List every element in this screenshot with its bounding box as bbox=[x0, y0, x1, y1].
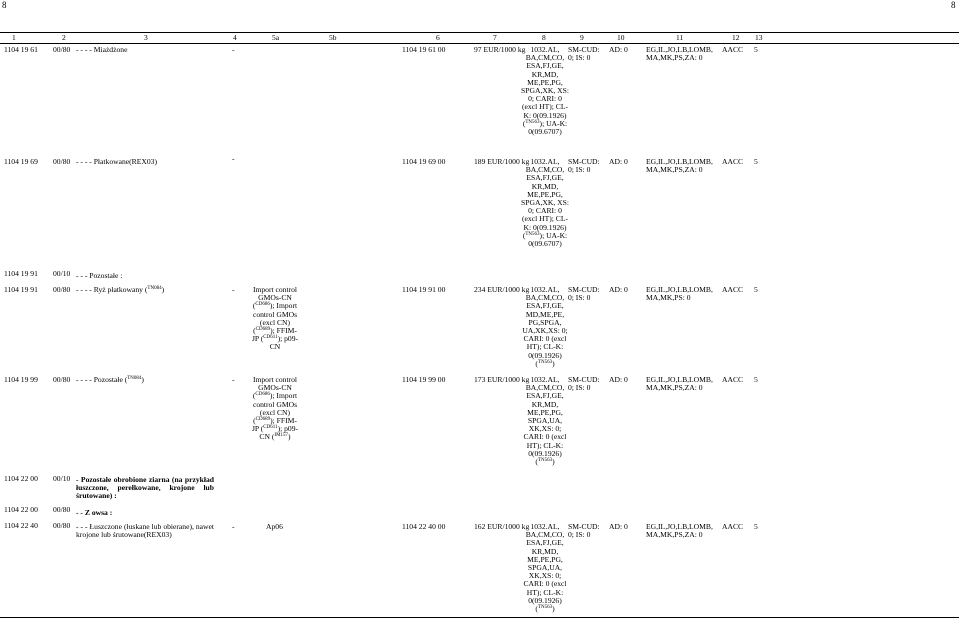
description: - - - Pozostałe : bbox=[76, 271, 123, 280]
col12-value: AACC bbox=[722, 45, 744, 54]
header-col-5a: 5a bbox=[272, 33, 280, 42]
col9-value: SM-CUD: 0; IS: 0 bbox=[568, 157, 600, 175]
header-col-7: 7 bbox=[493, 33, 497, 42]
measures: Import control GMOs-CN ($^{CD686}$); Import control GMOs (excl CN) ($^{CD689}$); FFIM-JP ($^{CD611}$); p09-CN bbox=[251, 285, 299, 352]
col10-value: AD: 0 bbox=[609, 285, 628, 294]
cn-code: 1104 19 91 bbox=[4, 285, 38, 294]
header-col-2: 2 bbox=[62, 33, 66, 42]
preferential-duty: 1032.AL, BA,CM,CO, ESA,FJ,GE, KR,MD, ME,PE,PG, SPGA,UA, XK,XS: 0; CARI: 0 (excl HT); CL-K: 0(09.1926) ($^{TN563}$) bbox=[523, 375, 567, 467]
col11-value: EG,IL,JO,LB,LOMB, MA,MK,PS,ZA: 0 bbox=[646, 375, 713, 393]
description: - - Z owsa : bbox=[76, 508, 113, 517]
header-col-6: 6 bbox=[436, 33, 440, 42]
cn-code: 1104 22 00 bbox=[4, 474, 38, 483]
col13-value: 5 bbox=[754, 375, 758, 384]
description: - - - - Miażdżone bbox=[76, 45, 128, 54]
col13-value: 5 bbox=[754, 522, 758, 531]
col13-value: 5 bbox=[754, 45, 758, 54]
taric-code: 1104 19 91 00 bbox=[402, 285, 446, 294]
cn-code: 1104 19 69 bbox=[4, 157, 38, 166]
measures: Ap06 bbox=[266, 522, 283, 531]
col9-value: SM-CUD: 0; IS: 0 bbox=[568, 522, 600, 540]
col4-value: - bbox=[232, 45, 235, 54]
preferential-duty: 1032.AL, BA,CM,CO, ESA,FJ,GE, MD,ME,PE, PG,SPGA, UA,XK,XS: 0; CARI: 0 (excl HT); CL-K: 0(09.1926) ($^{TN563}$) bbox=[522, 285, 568, 368]
col9-value: SM-CUD: 0; IS: 0 bbox=[568, 45, 600, 63]
col4-value: - bbox=[232, 375, 235, 384]
duty-rate: 97 EUR/1000 kg bbox=[474, 45, 526, 54]
description: - - - Łuszczone (łuskane lub obierane), nawet krojone lub śrutowane(REX03) bbox=[76, 522, 214, 540]
description: - - - - Ryż płatkowany ($^{TN084}$) bbox=[76, 285, 165, 294]
col4-value: - bbox=[232, 154, 235, 163]
col4-value: - bbox=[232, 522, 235, 531]
col10-value: AD: 0 bbox=[609, 45, 628, 54]
col12-value: AACC bbox=[722, 522, 744, 531]
header-col-13: 13 bbox=[755, 33, 763, 42]
header-col-5b: 5b bbox=[329, 33, 337, 42]
cn-code: 1104 19 91 bbox=[4, 269, 38, 278]
header-col-11: 11 bbox=[676, 33, 684, 42]
page-number-right: 8 bbox=[951, 0, 956, 10]
suffix: 00/80 bbox=[53, 505, 71, 514]
col9-value: SM-CUD: 0; IS: 0 bbox=[568, 375, 600, 393]
description: - Pozostałe obrobione ziarna (na przykład łuszczone, perełkowane, krojone lub śrutowane) : bbox=[76, 475, 214, 501]
col11-value: EG,IL,JO,LB,LOMB, MA,MK,PS,ZA: 0 bbox=[646, 45, 713, 63]
page-number-left: 8 bbox=[2, 0, 7, 10]
suffix: 00/80 bbox=[53, 375, 71, 384]
header-col-1: 1 bbox=[12, 33, 16, 42]
preferential-duty: 1032.AL, BA,CM,CO, ESA,FJ,GE, KR,MD, ME,PE,PG, SPGA,UA, XK,XS: 0; CARI: 0 (excl HT); CL-K: 0(09.1926) ($^{TN563}$) bbox=[523, 522, 567, 614]
description: - - - - Płatkowane(REX03) bbox=[76, 157, 157, 166]
suffix: 00/80 bbox=[53, 285, 71, 294]
col12-value: AACC bbox=[722, 285, 744, 294]
taric-code: 1104 19 99 00 bbox=[402, 375, 446, 384]
suffix: 00/10 bbox=[53, 269, 71, 278]
header-col-12: 12 bbox=[732, 33, 740, 42]
col13-value: 5 bbox=[754, 285, 758, 294]
duty-rate: 189 EUR/1000 kg bbox=[474, 157, 530, 166]
col11-value: EG,IL,JO,LB,LOMB, MA,MK,PS: 0 bbox=[646, 285, 713, 303]
col9-value: SM-CUD: 0; IS: 0 bbox=[568, 285, 600, 303]
header-bottom-rule bbox=[0, 43, 959, 44]
suffix: 00/10 bbox=[53, 474, 71, 483]
preferential-duty: 1032.AL, BA,CM,CO, ESA,FJ,GE, KR,MD, ME,PE,PG, SPGA,XK, XS: 0; CARI: 0 (excl HT); CL-K: 0(09.1926) ($^{TN563}$); UA-K: 0(09.6707) bbox=[521, 45, 569, 137]
measures: Import control GMOs-CN ($^{CD686}$); Import control GMOs (excl CN) ($^{CD689}$); FFIM-JP ($^{CD611}$); p09-CN ($^{IM157}$) bbox=[251, 375, 299, 442]
suffix: 00/80 bbox=[53, 45, 71, 54]
col11-value: EG,IL,JO,LB,LOMB, MA,MK,PS,ZA: 0 bbox=[646, 522, 713, 540]
header-col-9: 9 bbox=[580, 33, 584, 42]
col10-value: AD: 0 bbox=[609, 375, 628, 384]
header-col-4: 4 bbox=[233, 33, 237, 42]
taric-code: 1104 22 40 00 bbox=[402, 522, 446, 531]
col13-value: 5 bbox=[754, 157, 758, 166]
header-col-3: 3 bbox=[144, 33, 148, 42]
taric-code: 1104 19 69 00 bbox=[402, 157, 446, 166]
header-col-10: 10 bbox=[617, 33, 625, 42]
duty-rate: 162 EUR/1000 kg bbox=[474, 522, 530, 531]
preferential-duty: 1032.AL, BA,CM,CO, ESA,FJ,GE, KR,MD, ME,PE,PG, SPGA,XK, XS: 0; CARI: 0 (excl HT); CL-K: 0(09.1926) ($^{TN563}$); UA-K: 0(09.6707) bbox=[521, 157, 569, 249]
duty-rate: 173 EUR/1000 kg bbox=[474, 375, 530, 384]
cn-code: 1104 19 99 bbox=[4, 375, 38, 384]
cn-code: 1104 22 40 bbox=[4, 521, 38, 530]
col4-value: - bbox=[232, 285, 235, 294]
duty-rate: 234 EUR/1000 kg bbox=[474, 285, 530, 294]
cn-code: 1104 19 61 bbox=[4, 45, 38, 54]
description: - - - - Pozostałe ($^{TN084}$) bbox=[76, 375, 144, 384]
cn-code: 1104 22 00 bbox=[4, 505, 38, 514]
col10-value: AD: 0 bbox=[609, 157, 628, 166]
suffix: 00/80 bbox=[53, 157, 71, 166]
header-col-8: 8 bbox=[542, 33, 546, 42]
col12-value: AACC bbox=[722, 375, 744, 384]
col12-value: AACC bbox=[722, 157, 744, 166]
suffix: 00/80 bbox=[53, 521, 71, 530]
taric-code: 1104 19 61 00 bbox=[402, 45, 446, 54]
col11-value: EG,IL,JO,LB,LOMB, MA,MK,PS,ZA: 0 bbox=[646, 157, 713, 175]
col10-value: AD: 0 bbox=[609, 522, 628, 531]
table-bottom-rule bbox=[0, 617, 959, 618]
